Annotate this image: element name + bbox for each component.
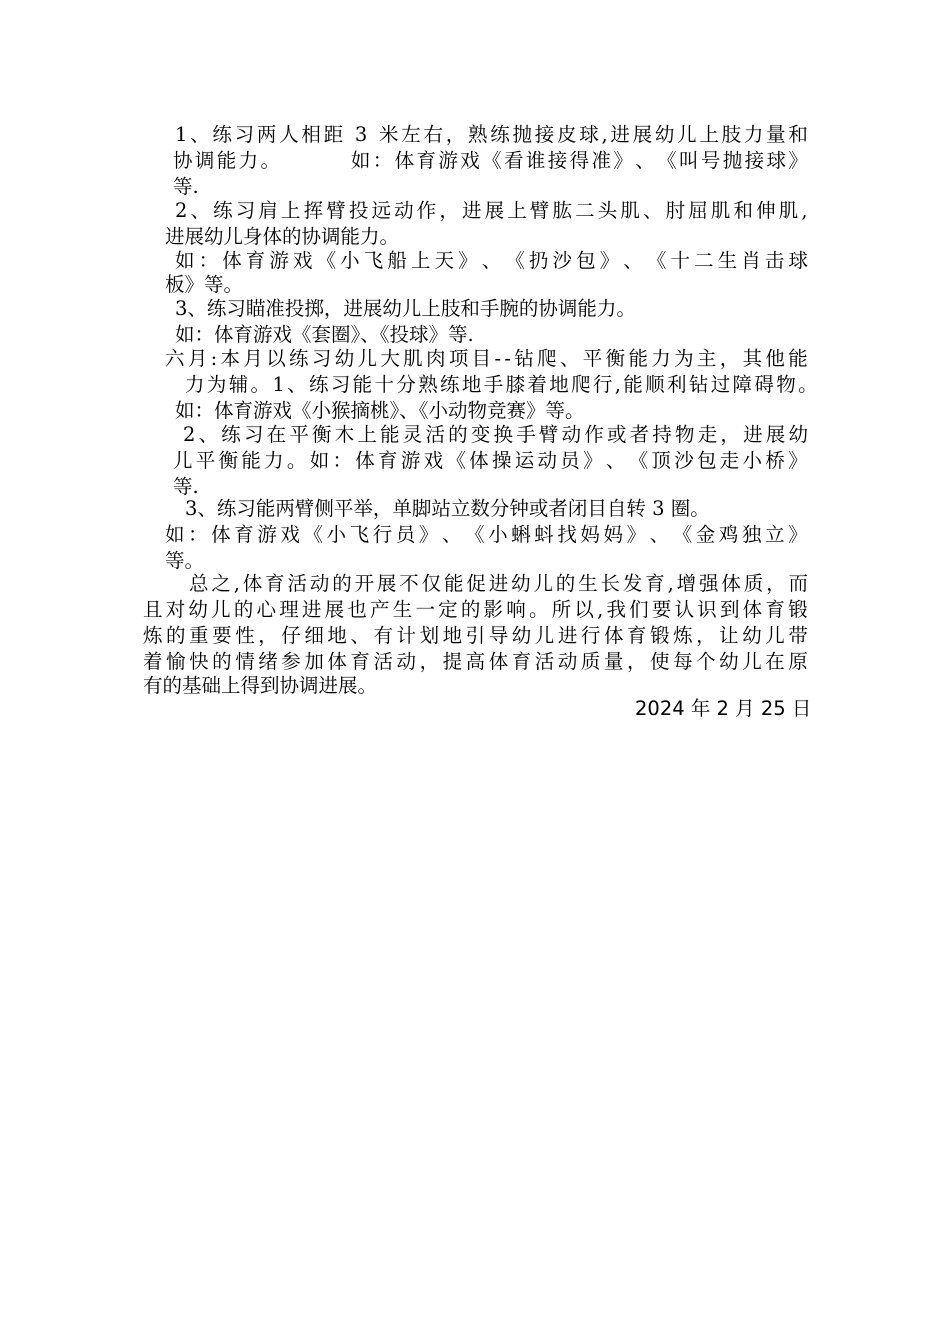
text-line: 如：体育游戏《小猴摘桃》、《小动物竞赛》等。 <box>175 399 585 422</box>
text-line: 总 之 , 体 育 活 动 的 开 展 不 仅 能 促 进 幼 儿 的 生 长 发 育 , 增 强 体 质 ， 而 <box>189 572 808 595</box>
text-line: 有的基础上得到协调进展。 <box>143 674 378 697</box>
text-line: 儿 平 衡 能 力 。 如 ： 体 育 游 戏 《 体 操 运 动 员 》 、 《 顶 沙 包 走 小 桥 》 <box>173 449 808 472</box>
text-line: 如 ： 体 育 游 戏 《 小 飞 船 上 天 》 、 《 扔 沙 包 》 、 《 十 二 生 肖 击 球 <box>175 249 808 272</box>
text-line: 且 对 幼 儿 的 心 理 进 展 也 产 生 一 定 的 影 响 。 所 以 , 我 们 要 认 识 到 体 育 锻 <box>143 598 808 621</box>
text-line: 等。 <box>165 549 205 572</box>
text-line: 六 月 : 本 月 以 练 习 幼 儿 大 肌 肉 项 目 - - 钻 爬 、 平 衡 能 力 为 主 ， 其 他 能 <box>165 347 808 370</box>
text-line: 着 愉 快 的 情 绪 参 加 体 育 活 动 ， 提 高 体 育 活 动 质 量 ， 使 每 个 幼 儿 在 原 <box>143 650 808 673</box>
text-line: 1 、 练 习 两 人 相 距 3 米 左 右 ， 熟 练 抛 接 皮 球 , 进 展 幼 儿 上 肢 力 量 和 <box>175 123 808 146</box>
text-line: 2 、 练 习 肩 上 挥 臂 投 远 动 作 ， 进 展 上 臂 肱 二 头 肌 、 肘 屈 肌 和 伸 肌 , <box>175 199 808 222</box>
document-date: 2024 年 2 月 25 日 <box>635 697 812 720</box>
text-line: 等. <box>173 475 199 498</box>
text-line: 等. <box>173 175 199 198</box>
text-line: 3、练习能两臂侧平举，单脚站立数分钟或者闭目自转 3 圈。 <box>185 497 710 520</box>
text-line: 如 ： 体 育 游 戏 《 小 飞 行 员 》 、 《 小 蝌 蚪 找 妈 妈 》 、 《 金 鸡 独 立 》 <box>165 523 808 546</box>
text-line: 协 调 能 力 。 如 ： 体 育 游 戏 《 看 谁 接 得 准 》 、 《 叫 号 抛 接 球 》 <box>173 149 808 172</box>
text-line: 进展幼儿身体的协调能力。 <box>165 225 400 248</box>
text-line: 炼 的 重 要 性 ， 仔 细 地 、 有 计 划 地 引 导 幼 儿 进 行 体 育 锻 炼 ， 让 幼 儿 带 <box>143 624 808 647</box>
text-line: 3、练习瞄准投掷，进展幼儿上肢和手腕的协调能力。 <box>175 297 636 320</box>
text-line: 如：体育游戏《套圈》、《投球》等. <box>175 323 474 346</box>
text-line: 板》等。 <box>165 273 244 296</box>
text-line: 力 为 辅 。 1 、 练 习 能 十 分 熟 练 地 手 膝 着 地 爬 行 , 能 顺 利 钻 过 障 碍 物 。 <box>185 373 818 396</box>
text-line: 2 、 练 习 在 平 衡 木 上 能 灵 活 的 变 换 手 臂 动 作 或 者 持 物 走 ， 进 展 幼 <box>183 423 808 446</box>
